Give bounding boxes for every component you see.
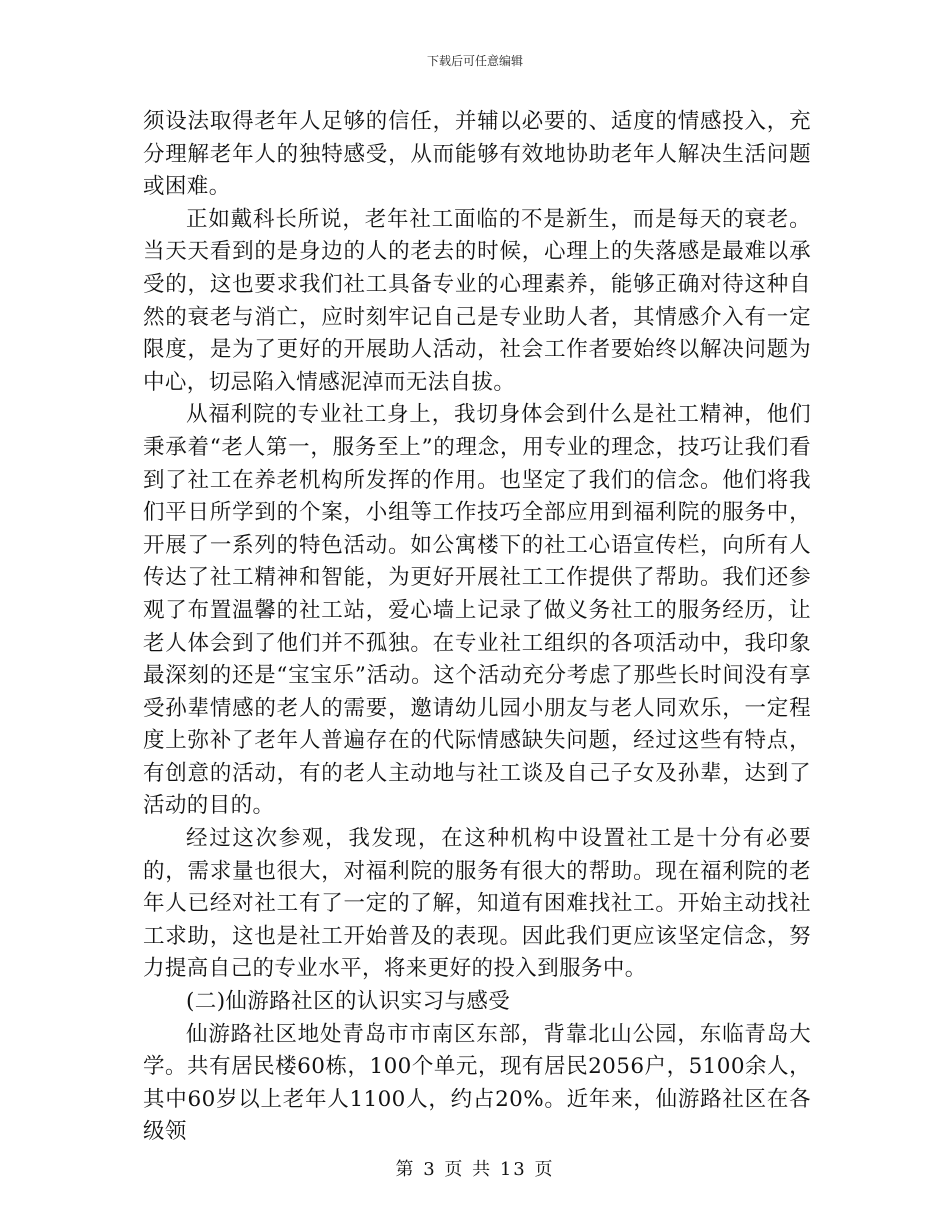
paragraph-5: 仙游路社区地处青岛市市南区东部，背靠北山公园，东临青岛大学。共有居民楼60栋，100个单元，现有居民2056户，5100余人，其中60岁以上老年人1100人，约占20%。近年来，仙游路社区在各级领: [143, 1021, 811, 1145]
page-number-footer: 第 3 页 共 13 页: [395, 1159, 555, 1180]
paragraph-2: 正如戴科长所说，老年社工面临的不是新生，而是每天的衰老。当天天看到的是身边的人的老去的时候，心理上的失落感是最难以承受的，这也要求我们社工具备专业的心理素养，能够正确对待这种自然的衰老与消亡，应时刻牢记自己是专业助人者，其情感介入有一定限度，是为了更好的开展助人活动，社会工作者要始终以解决问题为中心，切忌陷入情感泥淖而无法自拔。: [143, 206, 811, 395]
paragraph-3: 从福利院的专业社工身上，我切身体会到什么是社工精神，他们秉承着“老人第一，服务至上”的理念，用专业的理念，技巧让我们看到了社工在养老机构所发挥的作用。也坚定了我们的信念。他们将我们平日所学到的个案，小组等工作技巧全部应用到福利院的服务中，开展了一系列的特色活动。如公寓楼下的社工心语宣传栏，向所有人传达了社工精神和智能，为更好开展社工工作提供了帮助。我们还参观了布置温馨的社工站，爱心墙上记录了做义务社工的服务经历，让老人体会到了他们并不孤独。在专业社工组织的各项活动中，我印象最深刻的还是“宝宝乐”活动。这个活动充分考虑了那些长时间没有享受孙辈情感的老人的需要，邀请幼儿园小朋友与老人同欢乐，一定程度上弥补了老年人普遍存在的代际情感缺失问题，经过这些有特点，有创意的活动，有的老人主动地与社工谈及自己子女及孙辈，达到了活动的目的。: [143, 402, 811, 819]
paragraph-4: 经过这次参观，我发现，在这种机构中设置社工是十分有必要的，需求量也很大，对福利院的服务有很大的帮助。现在福利院的老年人已经对社工有了一定的了解，知道有困难找社工。开始主动找社工求助，这也是社工开始普及的表现。因此我们更应该坚定信念，努力提高自己的专业水平，将来更好的投入到服务中。: [143, 826, 811, 982]
paragraph-1: 须设法取得老年人足够的信任，并辅以必要的、适度的情感投入，充分理解老年人的独特感受，从而能够有效地协助老年人解决生活问题或困难。: [143, 109, 811, 200]
page-header: 下载后可任意编辑: [426, 54, 523, 68]
document-body: [143, 106, 811, 1149]
section-heading: (二)仙游路社区的认识实习与感受: [186, 989, 511, 1015]
